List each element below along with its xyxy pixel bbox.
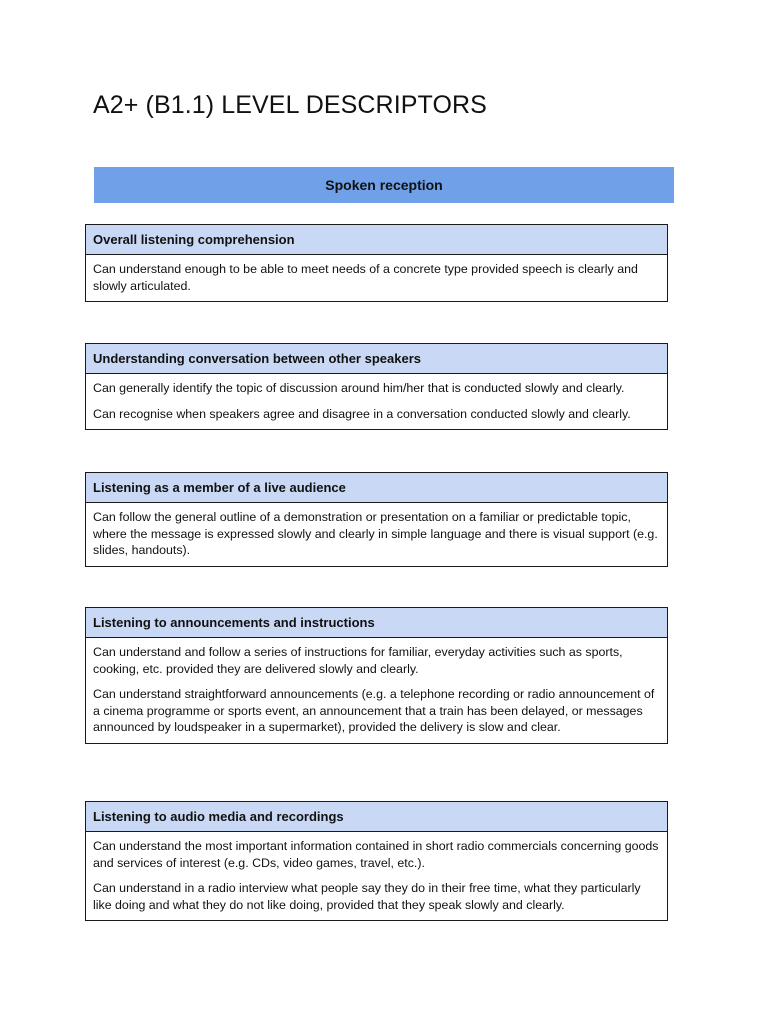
section-title: Spoken reception (325, 177, 443, 193)
descriptor-box-live-audience (85, 472, 668, 567)
descriptor-text: Can follow the general outline of a demonstration or presentation on a familiar or predictable topic, where the message is expressed slowly and clearly in simple language and there is visual support (e.g. slides, handouts). (93, 510, 658, 557)
descriptor-heading: Listening to announcements and instructions (86, 608, 667, 638)
descriptor-text: Can recognise when speakers agree and disagree in a conversation conducted slowly and clearly. (93, 406, 631, 421)
descriptor-heading: Understanding conversation between other speakers (86, 344, 667, 374)
descriptor-box-announcements (85, 607, 668, 744)
descriptor-text: Can understand the most important information contained in short radio commercials concerning goods and services of interest (e.g. CDs, video games, travel, etc.). (93, 839, 659, 870)
descriptor-body (86, 503, 667, 566)
descriptor-box-conversation (85, 343, 668, 430)
descriptor-body (86, 255, 667, 301)
descriptor-body (86, 832, 667, 920)
descriptor-text: Can understand and follow a series of instructions for familiar, everyday activities such as sports, cooking, etc. provided they are delivered slowly and clearly. (93, 645, 623, 676)
descriptor-box-audio-media (85, 801, 668, 921)
descriptor-heading: Listening to audio media and recordings (86, 802, 667, 832)
descriptor-body (86, 638, 667, 743)
descriptor-text: Can understand in a radio interview what people say they do in their free time, what they particularly like doing and what they do not like doing, provided that they speak slowly and clearly. (93, 881, 641, 912)
descriptor-heading: Overall listening comprehension (86, 225, 667, 255)
page-title: A2+ (B1.1) LEVEL DESCRIPTORS (93, 91, 487, 119)
descriptor-text: Can understand straightforward announcements (e.g. a telephone recording or radio announcement of a cinema programme or sports event, an announcement that a train has been delayed, or messages announced by loudspeaker in a supermarket), provided the delivery is slow and clear. (93, 687, 655, 734)
section-banner (94, 167, 674, 203)
descriptor-box-overall-listening (85, 224, 668, 302)
descriptor-body (86, 374, 667, 429)
descriptor-text: Can understand enough to be able to meet needs of a concrete type provided speech is clearly and slowly articulated. (93, 262, 638, 293)
descriptor-text: Can generally identify the topic of discussion around him/her that is conducted slowly and clearly. (93, 381, 625, 395)
descriptor-heading: Listening as a member of a live audience (86, 473, 667, 503)
